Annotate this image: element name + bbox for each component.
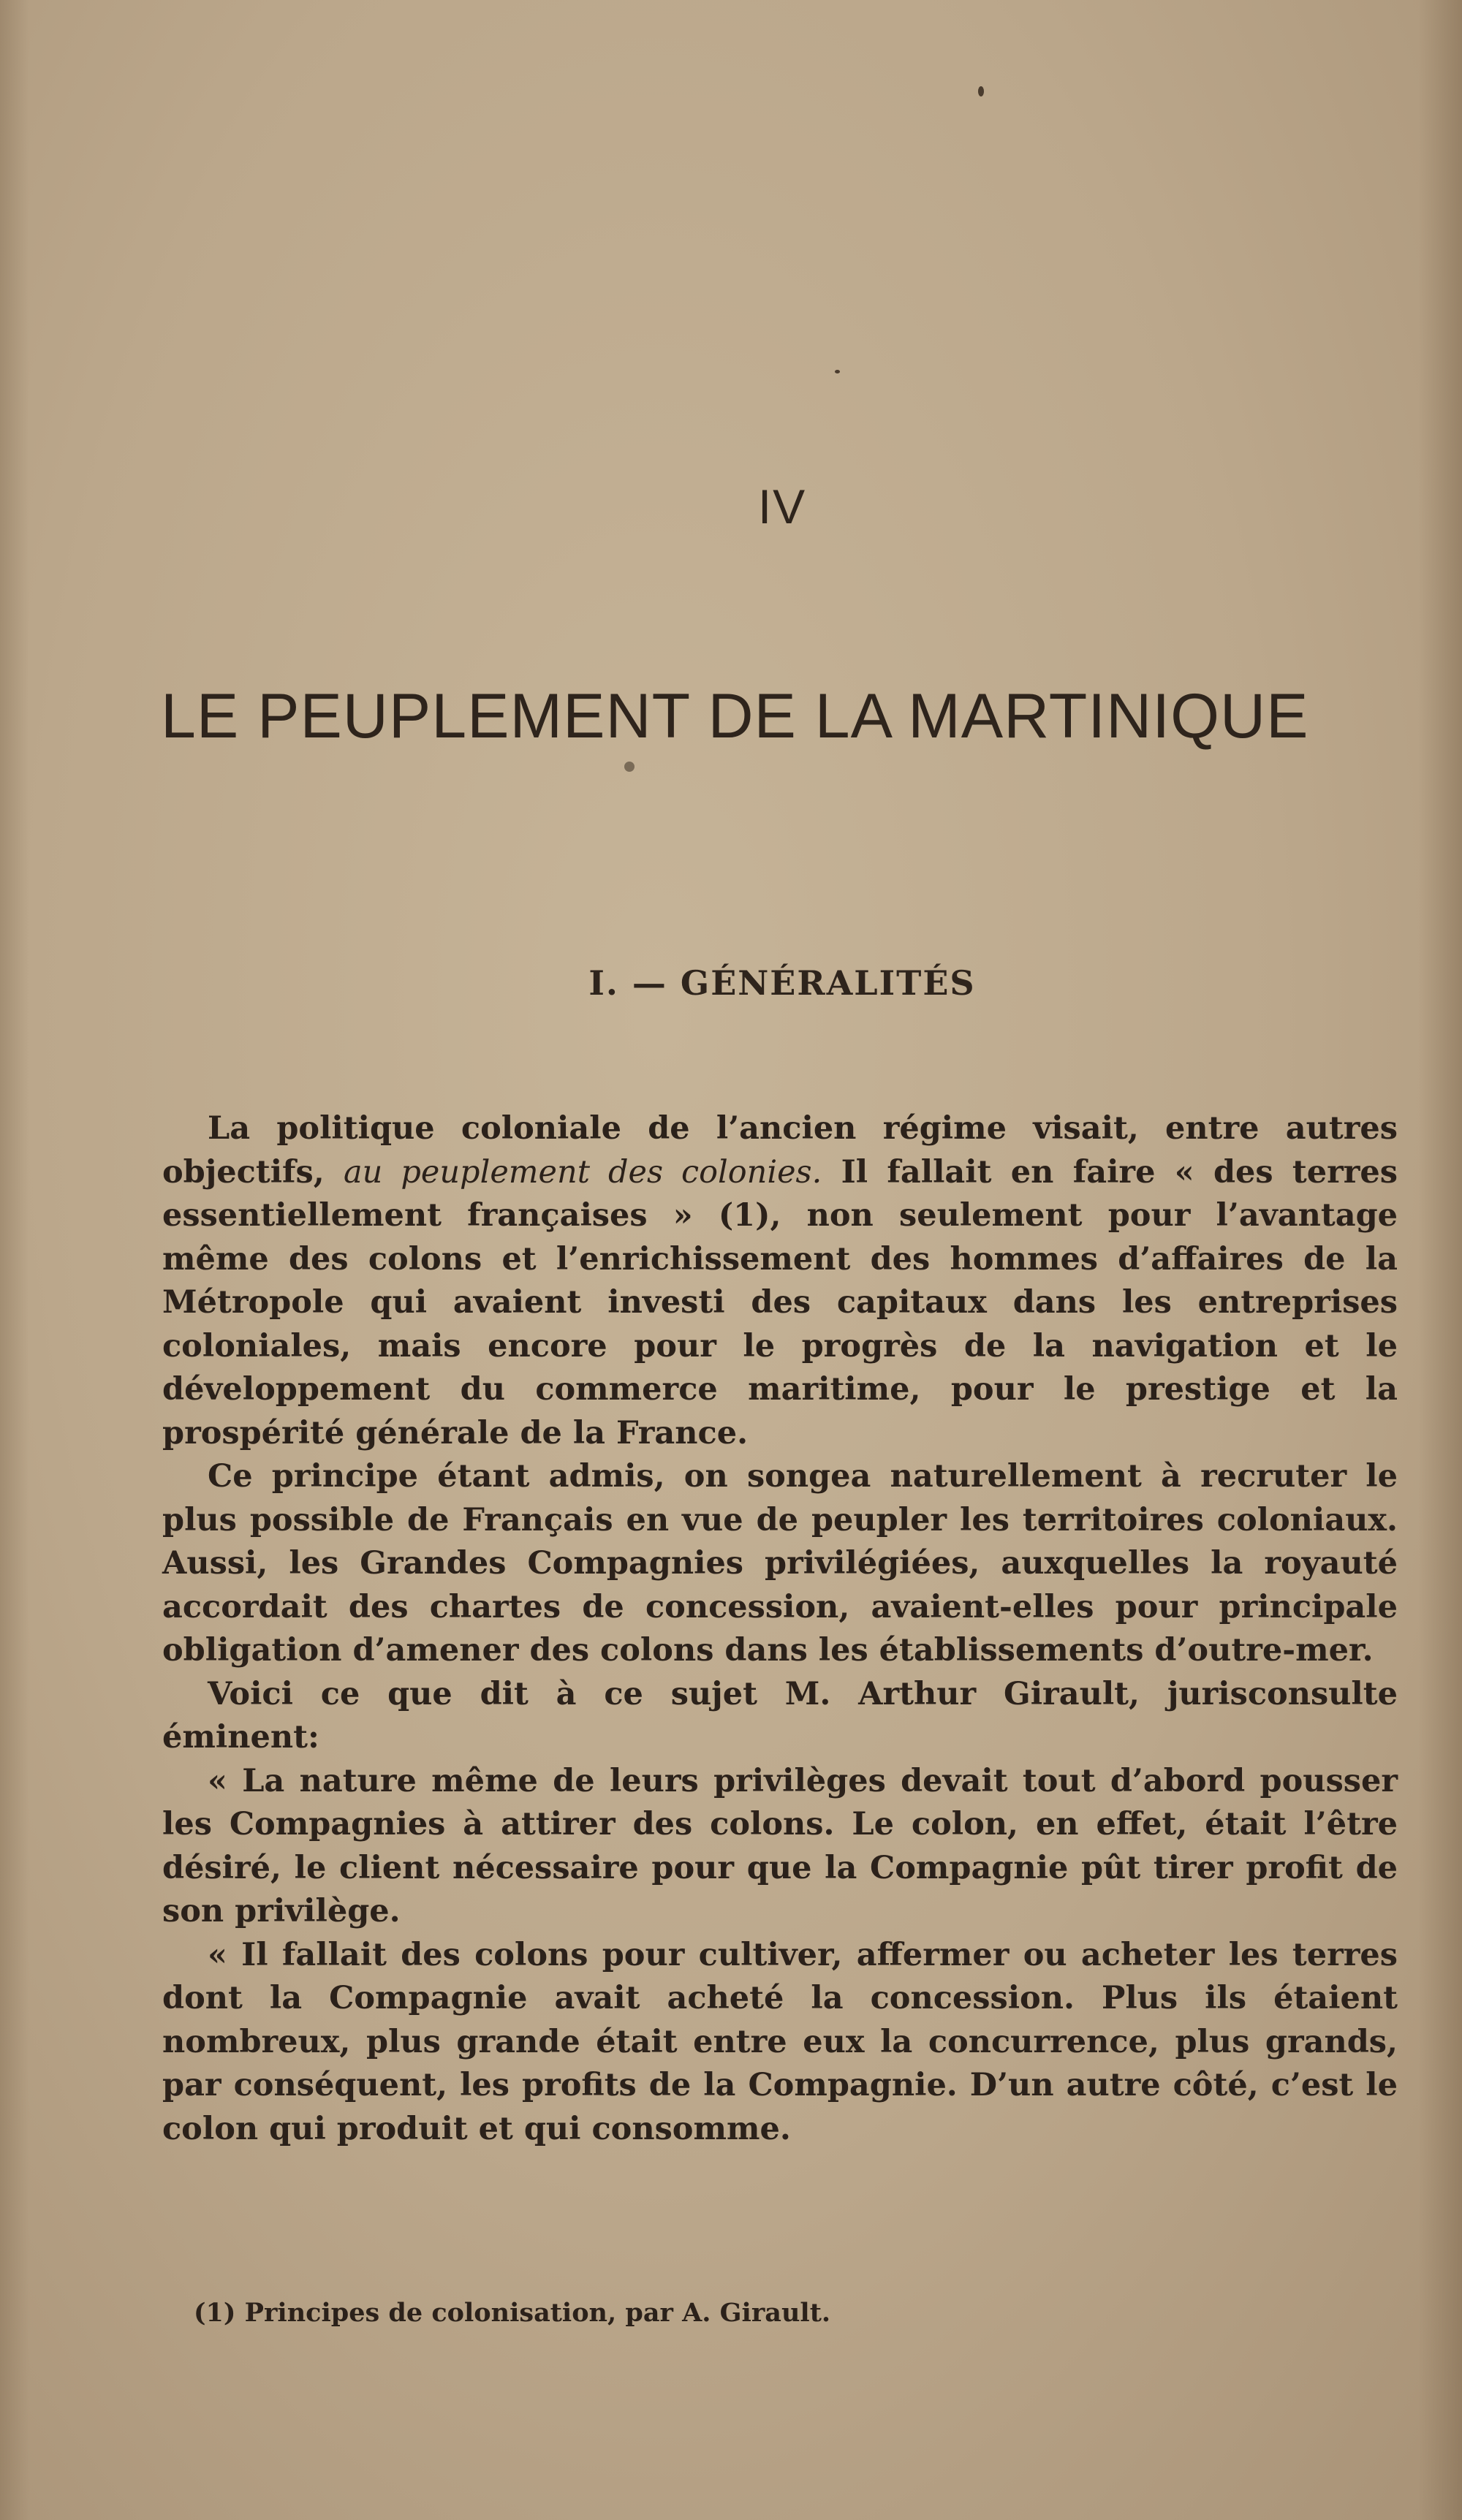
italic-emphasis: au peuplement des colonies.: [344, 1153, 822, 1191]
chapter-number: IV: [757, 479, 807, 534]
paper-speck: [624, 762, 635, 772]
footnote: (1) Principes de colonisation, par A. Girault.: [194, 2298, 831, 2328]
section-heading: I. — GÉNÉRALITÉS: [588, 963, 976, 1003]
paragraph-text: Il fallait en faire « des terres essentiellement françaises » (1), non seulement pour l’avantage même des colons et l’enrichissement des hommes d’affaires de la Métropole qui avaient investi des capitaux dans les entreprises coloniales, mais encore pour le progrès de la navigation et le développement du commerce maritime, pour le prestige et la prospérité générale de la France.: [162, 1153, 1398, 1451]
paragraph: Ce principe étant admis, on songea naturellement à recruter le plus possible de Français en vue de peupler les territoires coloniaux. Aussi, les Grandes Compagnies privilégiées, auxquelles la royauté accordait des chartes de concession, avaient-elles pour principale obligation d’amener des colons dans les établissements d’outre-mer.: [162, 1458, 1398, 1669]
paper-speck: [835, 370, 840, 373]
page-edge-shadow-right: [1418, 0, 1462, 2520]
paragraph: [162, 1107, 1398, 1455]
chapter-title: LE PEUPLEMENT DE LA MARTINIQUE: [161, 681, 1309, 751]
body-text: [162, 1107, 1398, 2151]
page-edge-shadow-left: [0, 0, 29, 2520]
paragraph-text: La politique coloniale de l’ancien régime visait, entre autres objectifs,: [162, 1110, 1398, 1191]
paper-speck: [978, 86, 984, 96]
paragraph: Voici ce que dit à ce sujet M. Arthur Girault, jurisconsulte éminent:: [162, 1675, 1398, 1756]
paragraph: « Il fallait des colons pour cultiver, affermer ou acheter les terres dont la Compagnie avait acheté la concession. Plus ils étaient nombreux, plus grande était entre eux la concurrence, plus grands, par conséquent, les profits de la Compagnie. D’un autre côté, c’est le colon qui produit et qui consomme.: [162, 1936, 1398, 2147]
paragraph: « La nature même de leurs privilèges devait tout d’abord pousser les Compagnies à attirer des colons. Le colon, en effet, était l’être désiré, le client nécessaire pour que la Compagnie pût tirer profit de son privilège.: [162, 1762, 1398, 1929]
